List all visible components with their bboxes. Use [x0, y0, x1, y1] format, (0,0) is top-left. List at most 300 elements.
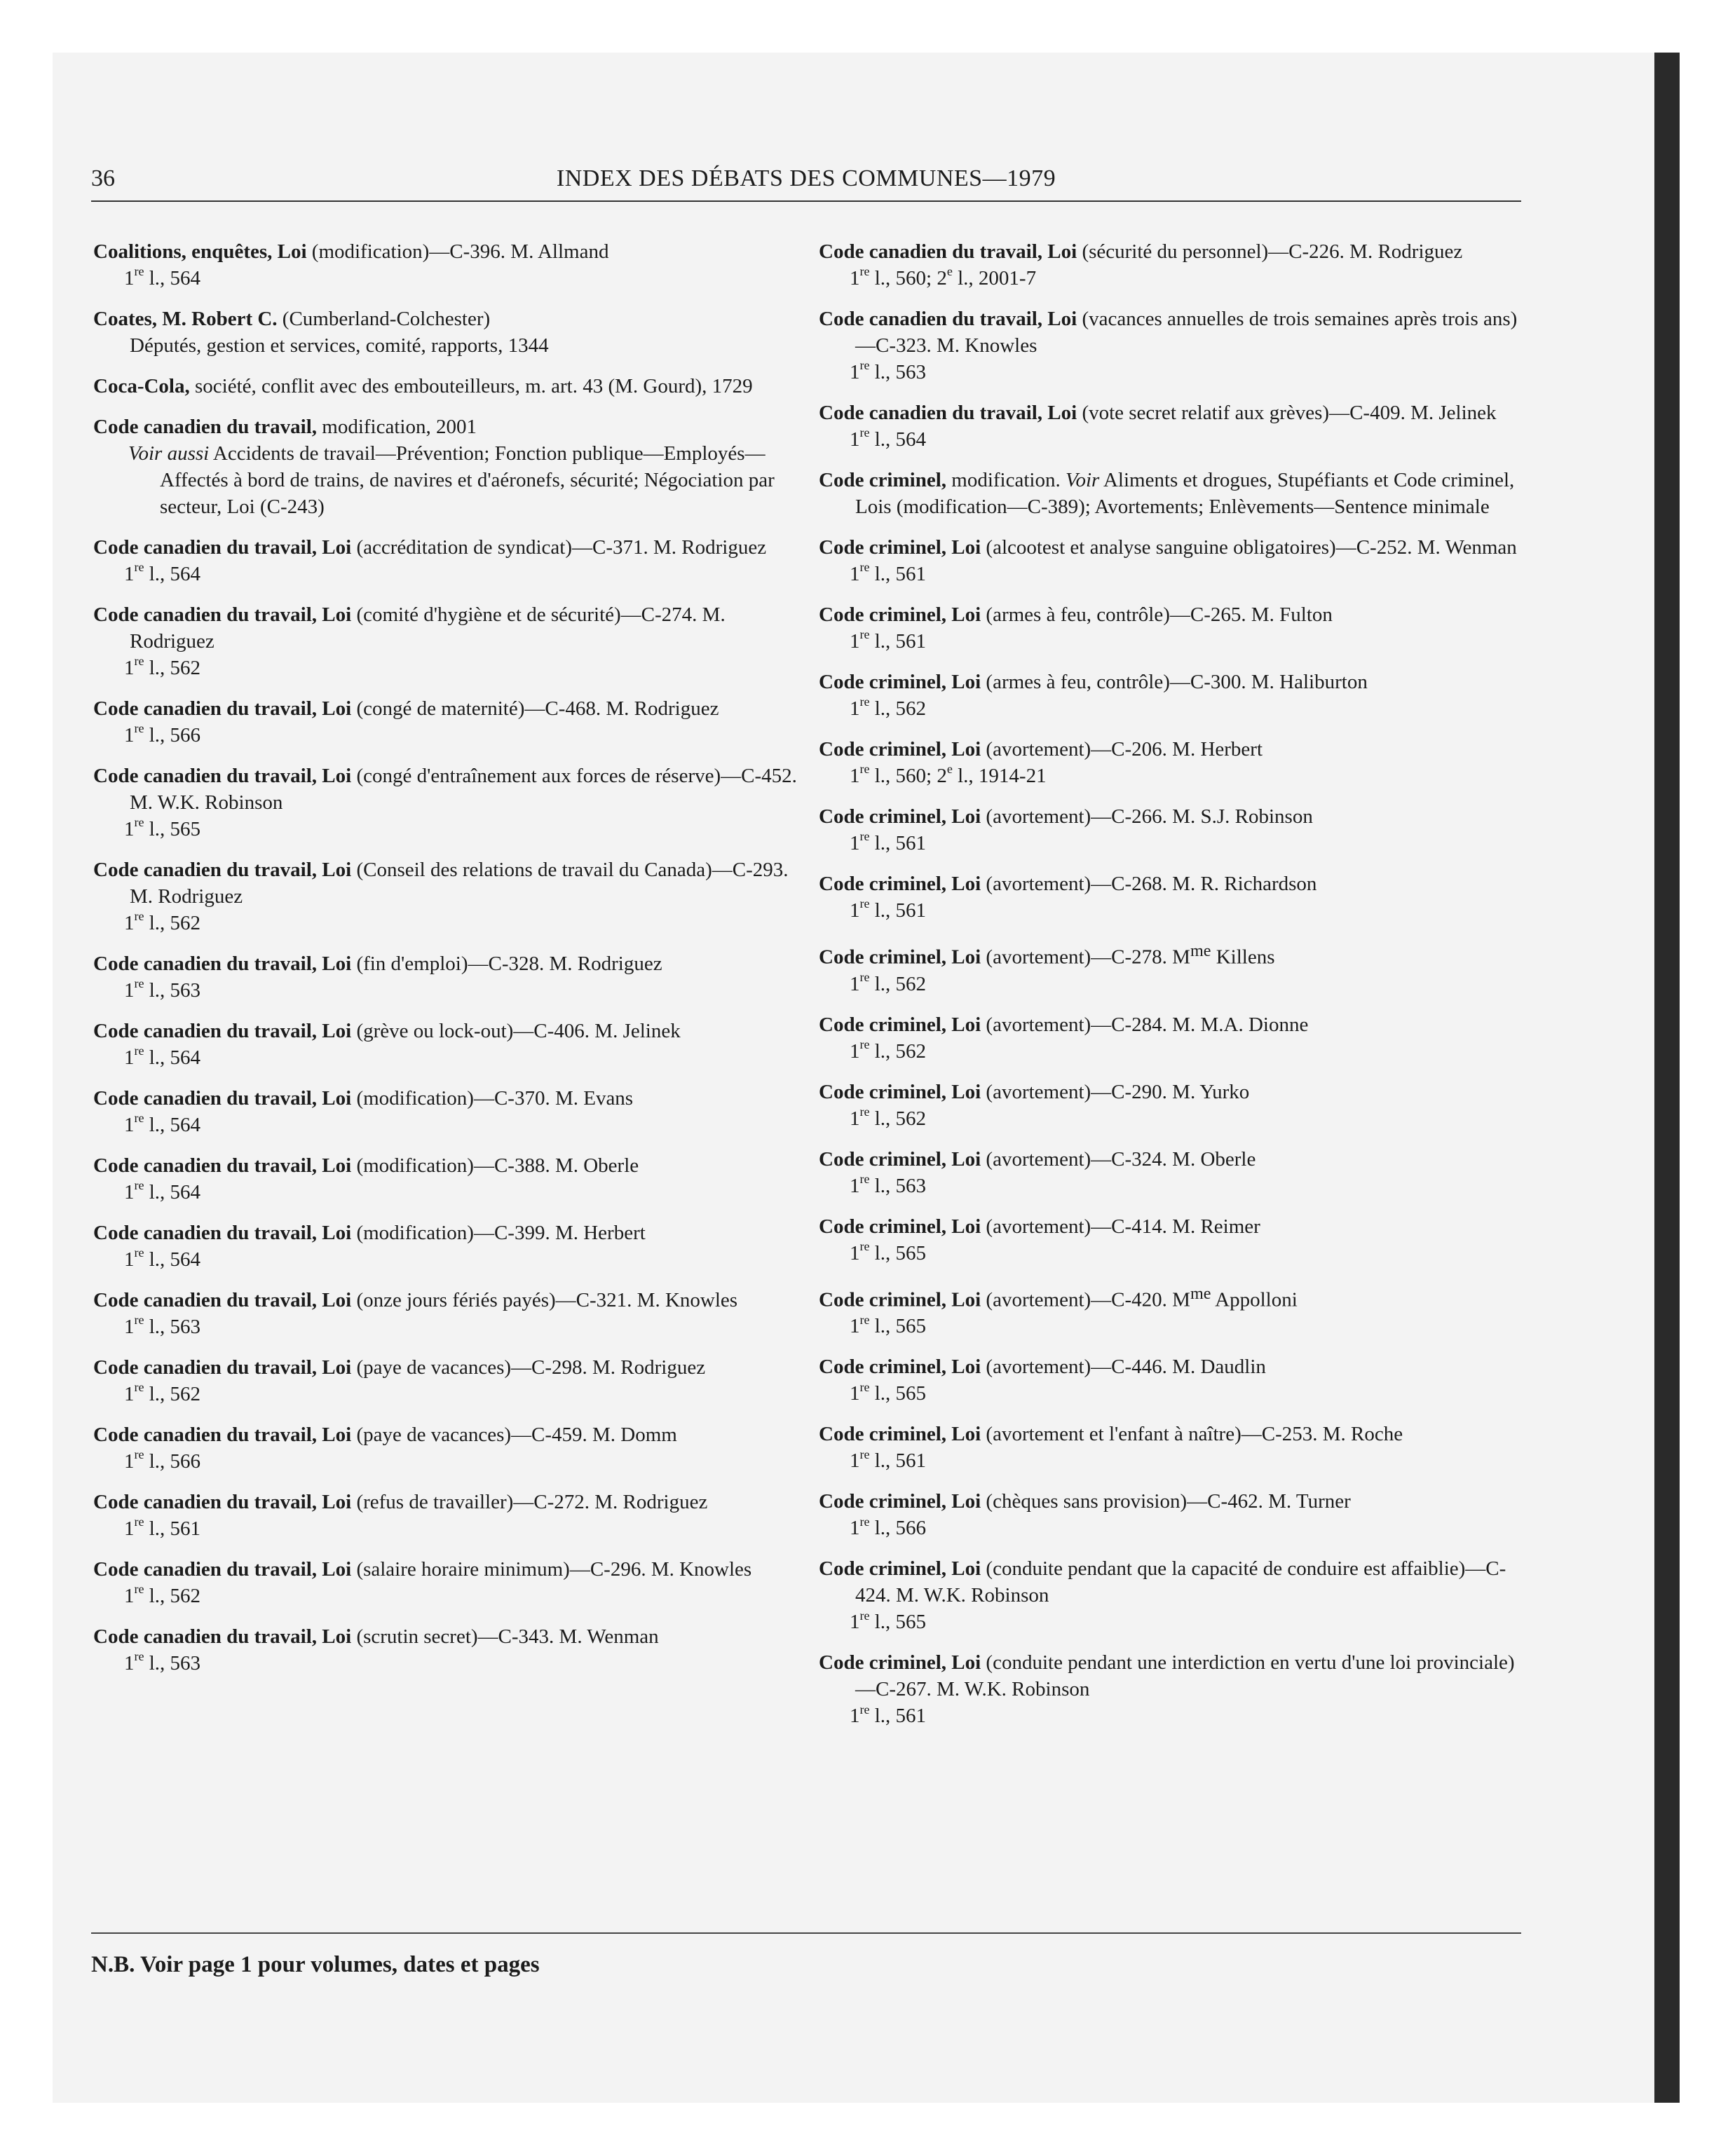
- index-entry: [93, 1623, 801, 1677]
- entry-description: (avortement)—C-290. M. Yurko: [986, 1080, 1250, 1103]
- entry-title: Code canadien du travail, Loi: [93, 536, 352, 559]
- left-column: [93, 238, 801, 1691]
- entry-description: (avortement)—C-414. M. Reimer: [986, 1215, 1260, 1238]
- session-reference-text: l., 564: [144, 1114, 201, 1136]
- session-reference-text: 1: [124, 1046, 135, 1069]
- session-reference: [819, 1380, 1527, 1407]
- entry-description: (paye de vacances)—C-459. M. Domm: [356, 1424, 677, 1446]
- index-entry: [819, 1011, 1527, 1065]
- session-reference-text: l., 562: [144, 912, 201, 934]
- session-reference-text: 1: [850, 428, 860, 451]
- session-ordinal-superscript: re: [859, 1105, 870, 1119]
- session-reference-text: l., 564: [144, 267, 201, 289]
- session-reference-text: l., 561: [869, 832, 927, 854]
- session-ordinal-superscript: re: [134, 1515, 144, 1529]
- session-reference: [93, 561, 801, 587]
- entry-heading-line: [819, 736, 1527, 763]
- see-also-label: Voir aussi: [128, 442, 210, 465]
- session-reference-text: 1: [124, 563, 135, 585]
- session-ordinal-superscript: re: [134, 815, 144, 830]
- running-title: INDEX DES DÉBATS DES COMMUNES—1979: [556, 165, 1056, 191]
- session-reference-text: l., 564: [869, 428, 927, 451]
- entry-title: Code criminel, Loi: [819, 805, 981, 828]
- entry-heading-line: [819, 669, 1527, 695]
- session-reference: [819, 265, 1527, 292]
- session-reference-text: l., 562: [869, 1107, 927, 1130]
- entry-heading-line: [819, 1649, 1527, 1703]
- entry-heading-line: [819, 871, 1527, 897]
- session-reference: [819, 1515, 1527, 1541]
- entry-heading-line: [819, 467, 1527, 520]
- session-reference: [93, 1314, 801, 1340]
- session-reference-text: l., 563: [869, 361, 927, 383]
- entry-title: Code canadien du travail, Loi: [93, 1625, 352, 1648]
- session-ordinal-superscript: re: [859, 896, 870, 911]
- entry-description: (congé d'entraînement aux forces de réserve)—C-452. M. W.K. Robinson: [130, 765, 797, 814]
- entry-title: Code canadien du travail, Loi: [93, 1424, 352, 1446]
- entry-description: (congé de maternité)—C-468. M. Rodriguez: [356, 697, 719, 720]
- session-ordinal-superscript: re: [859, 970, 870, 984]
- session-reference: [93, 816, 801, 842]
- entry-heading-line: [93, 950, 801, 977]
- entry-description: (conduite pendant que la capacité de conduire est affaiblie)—C-424. M. W.K. Robinson: [855, 1557, 1506, 1607]
- session-reference-text: 1: [124, 1517, 135, 1540]
- session-reference: [819, 1038, 1527, 1065]
- session-ordinal-superscript: re: [859, 695, 870, 709]
- index-entry: [819, 871, 1527, 924]
- entry-title: Code criminel, Loi: [819, 1651, 981, 1674]
- session-reference: [93, 1583, 801, 1609]
- session-reference: [819, 830, 1527, 857]
- entry-heading-line: [93, 857, 801, 910]
- session-reference: [93, 655, 801, 681]
- index-entry: [819, 467, 1527, 520]
- session-reference-text: 1: [850, 1449, 860, 1473]
- entry-title: Code criminel, Loi: [819, 1288, 981, 1311]
- index-entry: [93, 414, 801, 520]
- session-reference-text: 1: [124, 1652, 135, 1674]
- entry-title: Code criminel, Loi: [819, 1423, 981, 1446]
- session-ordinal-superscript: re: [859, 829, 870, 844]
- index-entry: [819, 1421, 1527, 1474]
- entry-title: Code canadien du travail, Loi: [93, 1154, 352, 1177]
- entry-description-superscript: me: [1190, 941, 1211, 960]
- session-ordinal-superscript: re: [859, 358, 870, 373]
- entry-title: Code canadien du travail, Loi: [819, 240, 1077, 263]
- session-reference-text: 1: [850, 1611, 860, 1634]
- entry-heading-line: [819, 1421, 1527, 1447]
- entry-description: (sécurité du personnel)—C-226. M. Rodriguez: [1082, 240, 1463, 263]
- session-reference-text: l., 563: [144, 979, 201, 1002]
- index-entry: [93, 857, 801, 936]
- session-ordinal-superscript: re: [134, 1313, 144, 1328]
- entry-title: Code criminel, Loi: [819, 738, 981, 760]
- entry-heading-line: [93, 1018, 801, 1044]
- session-reference: [93, 722, 801, 749]
- entry-description: (modification)—C-388. M. Oberle: [356, 1154, 639, 1177]
- entry-heading-line: [819, 1353, 1527, 1380]
- index-entry: [93, 1421, 801, 1475]
- session-reference-text: 1: [124, 1585, 135, 1607]
- index-entry: [819, 1353, 1527, 1407]
- entry-heading-line: [819, 1555, 1527, 1609]
- index-entry: [819, 1649, 1527, 1729]
- session-ordinal-superscript: re: [134, 1380, 144, 1395]
- entry-heading-line: [819, 238, 1527, 265]
- entry-title: Coalitions, enquêtes, Loi: [93, 240, 307, 263]
- session-ordinal-superscript: e: [946, 762, 953, 777]
- index-entry: [93, 1220, 801, 1273]
- footer-note: N.B. Voir page 1 pour volumes, dates et pages: [91, 1952, 540, 1977]
- session-reference-text: 1: [850, 1107, 860, 1130]
- session-ordinal-superscript: re: [859, 1514, 870, 1529]
- entry-title: Code canadien du travail, Loi: [93, 1289, 352, 1311]
- see-label: Voir: [1065, 469, 1100, 491]
- session-reference-text: l., 560; 2: [869, 267, 947, 289]
- session-reference-text: l., 566: [869, 1517, 927, 1540]
- session-reference-text: l., 564: [144, 1181, 201, 1203]
- entry-heading-line: [819, 1488, 1527, 1515]
- entry-description: modification.: [951, 469, 1061, 491]
- index-entry: [93, 1018, 801, 1071]
- session-ordinal-superscript: re: [859, 762, 870, 777]
- index-entry: [819, 534, 1527, 587]
- index-entry: [819, 238, 1527, 292]
- entry-description: (accréditation de syndicat)—C-371. M. Rodriguez: [356, 536, 767, 559]
- session-ordinal-superscript: re: [859, 1447, 870, 1461]
- index-entry: [93, 306, 801, 359]
- session-ordinal-superscript: re: [134, 1447, 144, 1462]
- index-entry: [819, 938, 1527, 997]
- session-reference: [93, 977, 801, 1004]
- entry-title: Code criminel, Loi: [819, 671, 981, 693]
- session-reference: [93, 265, 801, 292]
- session-reference-text: l., 561: [869, 563, 927, 585]
- entry-title: Code criminel, Loi: [819, 1356, 981, 1379]
- entry-heading-line: [93, 414, 801, 440]
- session-reference: [819, 1313, 1527, 1339]
- session-reference-text: l., 560; 2: [869, 765, 947, 787]
- entry-description: (conduite pendant une interdiction en vertu d'une loi provinciale)—C-267. M. W.K. Robinson: [855, 1651, 1515, 1701]
- session-reference: [93, 1044, 801, 1071]
- entry-heading-line: [819, 534, 1527, 561]
- entry-title: Code criminel, Loi: [819, 1490, 981, 1513]
- entry-description: (armes à feu, contrôle)—C-265. M. Fulton: [986, 603, 1333, 626]
- session-ordinal-superscript: re: [134, 1111, 144, 1126]
- index-entry: [819, 803, 1527, 857]
- session-reference-text: 1: [124, 979, 135, 1002]
- entry-description: (vacances annuelles de trois semaines après trois ans)—C-323. M. Knowles: [855, 308, 1518, 357]
- session-reference-text: l., 562: [869, 697, 927, 720]
- entry-title: Code criminel, Loi: [819, 1147, 981, 1171]
- entry-heading-line: [819, 601, 1527, 628]
- page-number: 36: [91, 165, 115, 191]
- session-ordinal-superscript: re: [134, 264, 144, 279]
- session-reference-text: l., 564: [144, 1248, 201, 1271]
- entry-heading-line: [819, 1011, 1527, 1038]
- entry-subheading: Députés, gestion et services, comité, rapports, 1344: [130, 334, 549, 357]
- index-entry: [819, 601, 1527, 655]
- entry-description: (avortement)—C-446. M. Daudlin: [986, 1356, 1266, 1379]
- entry-description-tail: Killens: [1211, 946, 1275, 969]
- right-column: [819, 238, 1527, 1743]
- entry-title: Code canadien du travail, Loi: [93, 765, 352, 787]
- entry-description: (comité d'hygiène et de sécurité)—C-274. M. Rodriguez: [130, 603, 726, 653]
- session-ordinal-superscript: re: [134, 1649, 144, 1664]
- entry-title: Code canadien du travail, Loi: [93, 603, 352, 626]
- index-entry: [93, 1354, 801, 1407]
- entry-title: Code canadien du travail, Loi: [93, 1491, 352, 1513]
- index-entry: [819, 1488, 1527, 1541]
- entry-description: (vote secret relatif aux grèves)—C-409. M. Jelinek: [1082, 402, 1497, 424]
- session-reference: [93, 1650, 801, 1677]
- session-reference: [819, 426, 1527, 453]
- index-entry: [93, 1085, 801, 1138]
- entry-title: Code canadien du travail, Loi: [819, 308, 1077, 330]
- session-reference: [819, 763, 1527, 789]
- entry-title: Code criminel, Loi: [819, 1080, 981, 1103]
- session-reference-text: 1: [124, 657, 135, 679]
- entry-heading-line: [93, 695, 801, 722]
- index-entry: [93, 1152, 801, 1206]
- entry-heading-line: [93, 763, 801, 816]
- session-reference: [93, 1515, 801, 1542]
- entry-description: (avortement)—C-206. M. Herbert: [986, 738, 1263, 760]
- entry-title: Code criminel, Loi: [819, 1013, 981, 1036]
- see-also-line: [93, 440, 801, 520]
- session-reference-text: 1: [850, 563, 860, 585]
- entry-description: modification, 2001: [322, 416, 477, 438]
- index-entry: [819, 1281, 1527, 1340]
- session-reference-text: 1: [850, 765, 860, 787]
- index-entry: [93, 950, 801, 1004]
- session-reference-text: 1: [850, 1315, 860, 1338]
- session-reference: [819, 1173, 1527, 1199]
- entry-description-superscript: me: [1190, 1283, 1211, 1303]
- index-entry: [93, 1556, 801, 1609]
- index-entry: [93, 763, 801, 842]
- session-ordinal-superscript: re: [134, 1044, 144, 1058]
- session-reference: [819, 897, 1527, 924]
- entry-title: Code criminel, Loi: [819, 946, 981, 969]
- index-entry: [819, 669, 1527, 722]
- entry-description: (avortement)—C-268. M. R. Richardson: [986, 873, 1317, 895]
- session-reference: [819, 1105, 1527, 1132]
- entry-heading-line: [93, 238, 801, 265]
- session-ordinal-superscript: re: [859, 425, 870, 440]
- entry-description: (avortement)—C-284. M. M.A. Dionne: [986, 1013, 1309, 1036]
- entry-heading-line: [93, 1421, 801, 1448]
- entry-heading-line: [93, 601, 801, 655]
- index-entry: [819, 306, 1527, 386]
- session-reference-text: l., 566: [144, 724, 201, 746]
- index-entry: [93, 695, 801, 749]
- session-reference-text: 1: [124, 267, 135, 289]
- session-reference: [93, 1381, 801, 1407]
- entry-title: Code criminel, Loi: [819, 536, 981, 559]
- index-entry: [819, 1146, 1527, 1199]
- page-header: [91, 165, 1521, 202]
- entry-description: (fin d'emploi)—C-328. M. Rodriguez: [356, 953, 662, 975]
- session-reference-text: l., 565: [869, 1611, 927, 1634]
- entry-heading-line: [819, 1146, 1527, 1173]
- session-reference-text: 1: [850, 1705, 860, 1728]
- session-reference-text: l., 561: [869, 630, 927, 653]
- session-reference-text: l., 561: [869, 899, 927, 922]
- session-ordinal-superscript: re: [134, 654, 144, 669]
- session-ordinal-superscript: re: [859, 1172, 870, 1186]
- session-reference: [819, 1240, 1527, 1267]
- session-reference-text: l., 562: [144, 1585, 201, 1607]
- session-reference-text: l., 563: [869, 1174, 927, 1197]
- session-reference-text: l., 565: [144, 818, 201, 840]
- session-reference: [93, 1112, 801, 1138]
- index-entry: [819, 1555, 1527, 1635]
- entry-heading-line: [93, 1085, 801, 1112]
- session-reference: [819, 359, 1527, 386]
- session-reference-text: 1: [124, 1383, 135, 1405]
- session-reference-text: 1: [850, 267, 860, 289]
- index-entry: [819, 736, 1527, 789]
- session-ordinal-superscript: re: [134, 560, 144, 575]
- session-reference: [93, 1246, 801, 1273]
- entry-description: (avortement)—C-266. M. S.J. Robinson: [986, 805, 1313, 828]
- session-reference-text: l., 562: [144, 1383, 201, 1405]
- entry-description: (grève ou lock-out)—C-406. M. Jelinek: [356, 1020, 681, 1042]
- index-entry: [819, 1079, 1527, 1132]
- entry-title: Code canadien du travail, Loi: [819, 402, 1077, 424]
- session-reference-text: 1: [850, 361, 860, 383]
- entry-title: Code canadien du travail, Loi: [93, 953, 352, 975]
- entry-title: Code criminel, Loi: [819, 603, 981, 626]
- footer-rule: [91, 1932, 1521, 1934]
- entry-title: Code criminel,: [819, 469, 947, 491]
- entry-heading-line: [93, 1623, 801, 1650]
- entry-description: (modification)—C-399. M. Herbert: [356, 1222, 646, 1244]
- session-reference-text: 1: [124, 818, 135, 840]
- session-reference-text: l., 563: [144, 1316, 201, 1338]
- session-reference-text: 1: [124, 1114, 135, 1136]
- session-reference-text: 1: [850, 697, 860, 720]
- session-reference: [93, 910, 801, 936]
- session-reference-text: l., 562: [869, 972, 927, 995]
- entry-description: (avortement)—C-278. M: [986, 946, 1190, 969]
- session-ordinal-superscript: re: [859, 1608, 870, 1623]
- entry-description: (chèques sans provision)—C-462. M. Turner: [986, 1490, 1351, 1513]
- index-entry: [93, 534, 801, 587]
- entry-heading-line: [819, 938, 1527, 971]
- entry-heading-line: [819, 1213, 1527, 1240]
- session-ordinal-superscript: re: [859, 627, 870, 642]
- session-ordinal-superscript: re: [859, 264, 870, 279]
- entry-description: (avortement)—C-324. M. Oberle: [986, 1147, 1256, 1171]
- session-reference-text: l., 563: [144, 1652, 201, 1674]
- session-ordinal-superscript: re: [134, 909, 144, 924]
- entry-title: Code canadien du travail, Loi: [93, 1356, 352, 1379]
- entry-title: Code criminel, Loi: [819, 873, 981, 895]
- entry-description: (modification)—C-396. M. Allmand: [311, 240, 609, 263]
- session-reference-text: 1: [850, 1174, 860, 1197]
- entry-heading-line: [819, 1079, 1527, 1105]
- entry-description: (onze jours fériés payés)—C-321. M. Knowles: [356, 1289, 738, 1311]
- entry-heading-line: [93, 1354, 801, 1381]
- session-reference-text: 1: [124, 724, 135, 746]
- session-reference-text: 1: [124, 912, 135, 934]
- session-reference-text: 1: [850, 1039, 860, 1063]
- session-ordinal-superscript: re: [134, 1246, 144, 1260]
- entry-heading-line: [93, 373, 801, 400]
- entry-heading-line: [93, 1220, 801, 1246]
- entry-description: (refus de travailler)—C-272. M. Rodriguez: [356, 1491, 708, 1513]
- scan-edge-bar: [1654, 53, 1680, 2103]
- session-reference-text: l., 561: [869, 1449, 927, 1473]
- entry-description: (Cumberland-Colchester): [282, 308, 491, 330]
- entry-title: Code canadien du travail,: [93, 416, 318, 438]
- index-entry: [93, 1489, 801, 1542]
- entry-heading-line: [93, 1287, 801, 1314]
- entry-description: (avortement)—C-420. M: [986, 1288, 1190, 1311]
- entry-heading-line: [93, 1489, 801, 1515]
- entry-title: Coca-Cola,: [93, 375, 190, 397]
- index-entry: [819, 400, 1527, 453]
- session-reference-text: l., 561: [144, 1517, 201, 1540]
- see-references: Aliments et drogues, Stupéfiants et Code criminel, Lois (modification—C-389); Avortements; Enlèvements—Sentence minimale: [855, 469, 1515, 518]
- entry-description: (modification)—C-370. M. Evans: [356, 1087, 634, 1110]
- session-reference-text: 1: [850, 832, 860, 854]
- session-reference: [819, 561, 1527, 587]
- entry-heading-line: [819, 803, 1527, 830]
- session-reference-text: l., 562: [144, 657, 201, 679]
- entry-heading-line: [819, 1281, 1527, 1314]
- entry-title: Code canadien du travail, Loi: [93, 1020, 352, 1042]
- entry-description: (salaire horaire minimum)—C-296. M. Knowles: [356, 1558, 752, 1581]
- session-reference-text: l., 1914-21: [952, 765, 1047, 787]
- session-reference-text: l., 564: [144, 563, 201, 585]
- session-reference-text: l., 562: [869, 1039, 927, 1063]
- entry-description: (scrutin secret)—C-343. M. Wenman: [356, 1625, 659, 1648]
- index-entry: [93, 1287, 801, 1340]
- session-ordinal-superscript: re: [859, 1702, 870, 1717]
- session-reference-text: l., 564: [144, 1046, 201, 1069]
- entry-description: (alcootest et analyse sanguine obligatoires)—C-252. M. Wenman: [986, 536, 1517, 559]
- session-ordinal-superscript: re: [134, 976, 144, 991]
- session-reference-text: 1: [850, 972, 860, 995]
- session-reference-text: 1: [850, 1241, 860, 1264]
- session-reference: [819, 1609, 1527, 1635]
- session-ordinal-superscript: re: [134, 1178, 144, 1193]
- session-reference-text: l., 565: [869, 1241, 927, 1264]
- entry-title: Code canadien du travail, Loi: [93, 1558, 352, 1581]
- entry-heading-line: [93, 1152, 801, 1179]
- entry-title: Code criminel, Loi: [819, 1557, 981, 1581]
- session-reference: [819, 1703, 1527, 1729]
- entry-heading-line: [93, 306, 801, 332]
- session-reference-text: 1: [850, 1382, 860, 1405]
- session-reference-text: 1: [850, 899, 860, 922]
- session-ordinal-superscript: re: [859, 1239, 870, 1253]
- session-reference: [819, 1447, 1527, 1474]
- index-entry: [93, 601, 801, 681]
- session-reference: [819, 628, 1527, 655]
- entry-title: Code canadien du travail, Loi: [93, 697, 352, 720]
- session-reference-text: l., 565: [869, 1382, 927, 1405]
- session-ordinal-superscript: re: [859, 1312, 870, 1327]
- session-ordinal-superscript: re: [859, 560, 870, 575]
- entry-title: Coates, M. Robert C.: [93, 308, 278, 330]
- session-reference: [819, 971, 1527, 997]
- index-entry: [819, 1213, 1527, 1267]
- session-reference-text: l., 566: [144, 1450, 201, 1473]
